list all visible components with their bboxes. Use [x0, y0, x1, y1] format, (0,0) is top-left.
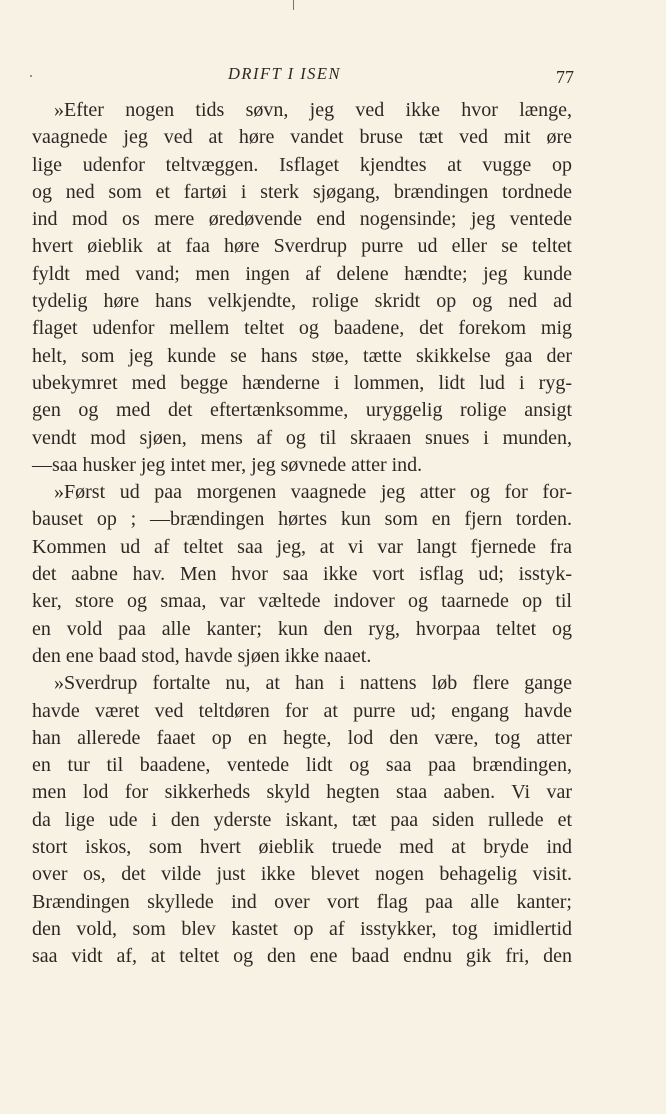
text-line: ker, store og smaa, var væltede indover og taarnede op til [32, 590, 572, 613]
page-header [32, 64, 572, 90]
page-number: 77 [556, 67, 574, 87]
text-line: Brændingen skyllede ind over vort flag paa alle kanter; [32, 890, 572, 913]
text-line: ubekymret med begge hænderne i lommen, lidt lud i ryg- [32, 371, 572, 394]
text-line: —saa husker jeg intet mer, jeg søvnede atter ind. [32, 453, 423, 476]
text-line: en tur til baadene, ventede lidt og saa paa brændingen, [32, 754, 572, 777]
text-line: »Efter nogen tids søvn, jeg ved ikke hvor længe, [54, 99, 572, 121]
text-line: helt, som jeg kunde se hans støe, tætte skikkelse gaa der [32, 344, 572, 367]
text-line: en vold paa alle kanter; kun den ryg, hvorpaa teltet og [32, 617, 572, 640]
text-line: vendt mod sjøen, mens af og til skraaen snues i munden, [32, 426, 572, 449]
text-line: saa vidt af, at teltet og den ene baad endnu gik fri, den [32, 945, 572, 968]
text-line: gen og med det eftertænksomme, uryggelig rolige ansigt [32, 399, 572, 422]
scan-mark [293, 0, 294, 10]
text-line: »Sverdrup fortalte nu, at han i nattens løb flere gange [54, 672, 572, 695]
text-line: lige udenfor teltvæggen. Isflaget kjendtes at vugge op [32, 153, 572, 176]
running-title: DRIFT I ISEN [228, 64, 342, 83]
text-line: men lod for sikkerheds skyld hegten staa aaben. Vi var [32, 781, 572, 804]
text-line: den vold, som blev kastet op af isstykker, tog imidlertid [32, 917, 572, 940]
text-line: flaget udenfor mellem teltet og baadene, det forekom mig [32, 317, 572, 340]
text-line: over os, det vilde just ikke blevet nogen behagelig visit. [32, 863, 572, 886]
text-line: ind mod os mere øredøvende end nogensinde; jeg ventede [32, 208, 572, 231]
body-text [32, 97, 572, 971]
text-line: det aabne hav. Men hvor saa ikke vort isflag ud; isstyk- [32, 563, 572, 586]
text-line: tydelig høre hans velkjendte, rolige skridt op og ned ad [32, 290, 572, 313]
text-line: den ene baad stod, havde sjøen ikke naaet. [32, 644, 372, 667]
text-line: bauset op ; —brændingen hørtes kun som en fjern torden. [32, 508, 572, 531]
text-line: hvert øieblik at faa høre Sverdrup purre ud eller se teltet [32, 235, 572, 258]
text-line: vaagnede jeg ved at høre vandet bruse tæt ved mit øre [32, 126, 572, 149]
text-line: han allerede faaet op en hegte, lod den være, tog atter [32, 726, 572, 749]
text-line: da lige ude i den yderste iskant, tæt paa siden rullede et [32, 808, 572, 831]
text-line: stort iskos, som hvert øieblik truede med at bryde ind [32, 836, 572, 859]
text-line: havde været ved teltdøren for at purre ud; engang havde [32, 699, 572, 722]
text-line: Kommen ud af teltet saa jeg, at vi var langt fjernede fra [32, 535, 572, 558]
text-line: fyldt med vand; men ingen af delene hændte; jeg kunde [32, 262, 572, 285]
text-line: »Først ud paa morgenen vaagnede jeg atter og for for- [54, 481, 572, 504]
text-line: og ned som et fartøi i sterk sjøgang, brændingen tordnede [32, 180, 572, 203]
